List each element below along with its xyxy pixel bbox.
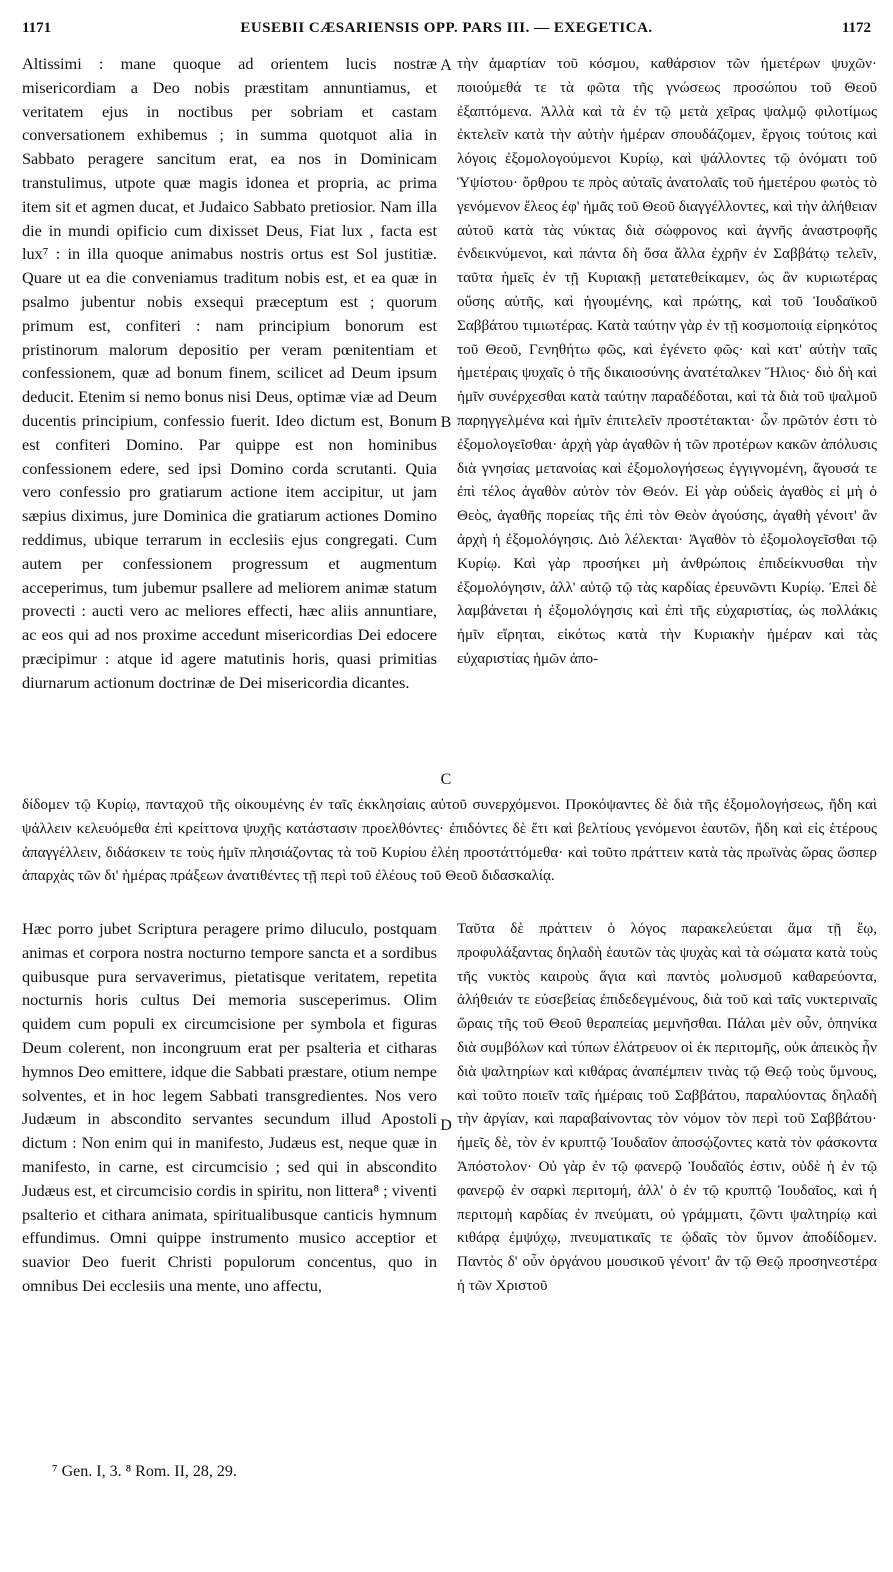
running-title: EUSEBII CÆSARIENSIS OPP. PARS III. — EXEGETICA. — [240, 20, 653, 36]
latin-column-upper: Altissimi : mane quoque ad orientem lucis nostræ misericordiam a Deo nobis præstitam annuntiamus, et veritatem ejus in noctibus per sobriam et castam conversationem exhibemus ; in summa quotquot alia in Sabbato peragere sancitum erat, ea nos in Dominicam transtulimus, utpote quæ magis idonea et propria, ac prima item sit et agmen ducat, et Judaico Sabbato pretiosior. Nam illa die in mundi opificio cum dixisset Deus, Fiat lux , facta est lux⁷ : in illa quoque animabus nostris ortus est Sol justitiæ. Quare ut ea die conveniamus traditum nobis est, et ea quæ in psalmo jubentur nobis exsequi præceptum est ; quorum primum est, confiteri : nam principium bonorum est pristinorum malorum depositio per veram pœnitentiam et confessionem, quæ ad bonum finem, scilicet ad Deum ipsum deducit. Etenim si nemo bonus nisi Deus, optimæ viæ ad Deum ducentis principium, confessio fuerit. Ideo dictum est, Bonum est confiteri Domino. Par quippe est non hominibus confessionem edere, sed ipsi Domino corda scrutanti. Quia vero confessio pro gratiarum actione item accipitur, ut jam sæpius diximus, jure Dominica die gratiarum actiones Domino reddimus, ubique terrarum in ecclesiis ejus congregati. Cum autem per confessionem progressum et augmentum acceperimus, tum jubemur psallere ad meliorem animæ statum provecti : aucti vero ac meliores effecti, hæc aliis annuntiare, ac eos qui ad nos proxime accedunt misericordias Dei edocere præcipimur : atque id agere matutinis horis, quasi primitias diurnarum actionum doctrinæ de Dei misericordia dicantes. — [22, 54, 437, 692]
margin-letter-d: D — [440, 1117, 452, 1134]
page-number-left: 1171 — [22, 20, 52, 36]
greek-full-width-paragraph: δίδομεν τῷ Κυρίῳ, πανταχοῦ τῆς οἰκουμένης ἐν ταῖς ἐκκλησίαις αὐτοῦ συνερχόμενοι. Προκόψαντες δὲ διὰ τῆς ἐξομολογήσεως, ἤδη καὶ ψάλλειν κελευόμεθα ἐπὶ κρείττονα ψυχῆς κατάστασιν προελθόντες· ἐπιδόντες δὲ ἔτι καὶ βελτίους γενόμενοι ἑαυτῶν, ἤδη καὶ εἰς ἑτέρους ἀπαγγέλλειν, διδάσκειν τε τοὺς ἡμῖν πλησιάζοντας τὰ τοῦ Κυρίου ἐλέη προστάττόμεθα· καὶ τοῦτο πράττειν κατὰ τὰς πρωϊνὰς ὥρας ὥσπερ ἀπαρχὰς τῶν δι' ἡμέρας πράξεων ἀνατιθέντες τῇ περὶ τοῦ ἐλέους τοῦ Θεοῦ διδασκαλίᾳ. — [22, 796, 877, 885]
margin-letter-a: A — [440, 57, 452, 74]
page-number-right: 1172 — [841, 20, 871, 36]
margin-letter-b: B — [440, 414, 452, 431]
margin-letter-c: C — [440, 771, 452, 788]
footnotes: ⁷ Gen. I, 3. ⁸ Rom. II, 28, 29. — [52, 1463, 237, 1480]
greek-column-lower: Ταῦτα δὲ πράττειν ὁ λόγος παρακελεύεται ἅμα τῇ ἕῳ, προφυλάξαντας δηλαδὴ ἑαυτῶν τὰς ψυχὰς καὶ τὰ σώματα κατὰ τοὺς τῆς νυκτὸς καιροὺς ἅγια καὶ παντὸς μολυσμοῦ καθαρεύοντα, ἀλήθειάν τε εὐσεβείας ἐπιδεδεγμένους, διὰ τοῦ καὶ ταῖς νυκτεριναῖς ὥραις τῆς τοῦ Θεοῦ θεραπείας μεμνῆσθαι. Πάλαι μὲν οὖν, ὁπηνίκα διὰ συμβόλων καὶ τύπων ἐλάτρευον οἱ ἐκ περιτομῆς, οὐκ ἀπεικὸς ἦν διὰ ψαλτηρίων καὶ κιθάρας ἀναπέμπειν τινὰς τῷ Θεῷ τοὺς ὕμνους, καὶ τοῦτο ποιεῖν ταῖς ἡμέραις τοῦ Σαββάτου, παραλύοντας δηλαδὴ τὴν ἀργίαν, καὶ παραβαίνοντας τὸν νόμον τὸν περὶ τοῦ Σαββάτου· ἡμεῖς δὲ, τὸν ἐν κρυπτῷ Ἰουδαῖον ἀποσῴζοντες κατὰ τὸν φάσκοντα Ἀπόστολον· Οὐ γὰρ ἐν τῷ φανερῷ Ἰουδαῖός ἐστιν, οὐδὲ ἡ ἐν τῷ φανερῷ ἐν σαρκὶ περιτομή, ἀλλ' ὁ ἐν τῷ κρυπτῷ Ἰουδαῖος, καὶ ἡ περιτομὴ καρδίας ἐν πνεύματι, οὐ γράμματι, ζῶντι ψαλτηρίῳ καὶ κιθάρᾳ ἐμψύχῳ, πνευματικαῖς τε ᾠδαῖς τὸν ὕμνον ἀποδίδομεν. Παντὸς δ' οὖν ὀργάνου μουσικοῦ γένοιτ' ἂν τῷ Θεῷ προσηνεστέρα ἡ τῶν Χριστοῦ — [457, 920, 877, 1294]
latin-column-lower: Hæc porro jubet Scriptura peragere primo diluculo, postquam animas et corpora nostra nocturno tempore sancta et a sordibus quibusque pura servaverimus, pietatisque veritatem, repetita nocturnis horis cultus Dei memoria susceperimus. Olim quidem cum populi ex circumcisione per symbola et figuras Deum colerent, non incongruum erat per psalteria et citharas hymnos Deo emittere, idque die Sabbati præstare, otium nempe solventes, et in hoc legem Sabbati transgredientes. Nos vero Judæum in abscondito servantes secundum illud Apostoli dictum : Non enim qui in manifesto, Judæus est, neque quæ in manifesto, in carne, est circumcisio ; sed qui in abscondito Judæus est, et circumcisio cordis in spiritu, non littera⁸ ; viventi psalterio et cithara animata, spiritualibusque canticis hymnum effundimus. Omni quippe instrumento musico acceptior et suavior Deo fuerit Christi populorum concentus, quo in omnibus Dei ecclesiis una mente, uno affectu, — [22, 919, 437, 1295]
greek-column-upper: τὴν ἁμαρτίαν τοῦ κόσμου, καθάρσιον τῶν ἡμετέρων ψυχῶν· ποιούμεθά τε τὰ φῶτα τῆς γνώσεως προσώπου τοῦ Θεοῦ ἐξαπτόμενα. Ἀλλὰ καὶ τὰ ἐν τῷ μετὰ χεῖρας ψαλμῷ φιλοτίμως ἐκτελεῖν κατὰ τὴν αὐτὴν ἡμέραν σπουδάζομεν, ἔργοις τούτοις καὶ λόγοις ἐξομολογούμενοι Κυρίῳ, καὶ ψάλλοντες τῷ ὀνόματι τοῦ Ὑψίστου· ὄρθρου τε πρὸς αὐταῖς ἀνατολαῖς τοῦ ἡμετέρου φωτὸς τὸ γενόμενον ἔλεος ἐφ' ἡμᾶς τοῦ Θεοῦ διαγγέλλοντες, καὶ τὴν ἀλήθειαν αὐτοῦ κατὰ τὰς νύκτας διὰ σώφρονος καὶ ἁγνῆς ἀναστροφῆς ἐνδεικνύμενοι, καὶ πάντα δὴ ὅσα ἄλλα ἐχρῆν ἐν Σαββάτῳ τελεῖν, ταῦτα ἡμεῖς ἐν τῇ Κυριακῇ μετατεθείκαμεν, ὡς ἂν κυριωτέρας οὔσης αὐτῆς, καὶ ἡγουμένης, καὶ πρώτης, καὶ τοῦ Ἰουδαϊκοῦ Σαββάτου τιμιωτέρας. Κατὰ ταύτην γὰρ ἐν τῇ κοσμοποιίᾳ εἰρηκότος τοῦ Θεοῦ, Γενηθήτω φῶς, καὶ ἐγένετο φῶς· καὶ κατ' αὐτὴν ταῖς ἡμετέραις ψυχαῖς ὁ τῆς δικαιοσύνης ἀνατέταλκεν Ἥλιος· διὸ δὴ καὶ ἡμῖν συνέρχεσθαι κατὰ ταύτην παραδέδοται, καὶ τὰ διὰ τοῦ ψαλμοῦ παρηγγελμένα καὶ ἡμῖν ἐπιτελεῖν προστέτακται· ὧν πρῶτόν ἐστι τὸ ἐξομολογεῖσθαι· ἀρχὴ γὰρ ἀγαθῶν ἡ τῶν προτέρων κακῶν ἀπόλυσις διὰ γνησίας μετανοίας καὶ ἐξομολογήσεως ἐγγιγνομένη, ἄγουσά τε ἐπὶ τέλος ἀγαθὸν αὐτὸν τὸν Θεόν. Εἰ γὰρ οὐδεὶς ἀγαθὸς εἰ μὴ ὁ Θεὸς, ἀγαθῆς πορείας τῆς ἐπὶ τὸν Θεὸν ἀγούσης, ἀγαθὴ γένοιτ' ἂν ἀρχὴ ἡ ἐξομολόγησις. Διὸ λέλεκται· Ἀγαθὸν τὸ ἐξομολογεῖσθαι τῷ Κυρίῳ. Καὶ γὰρ προσήκει μὴ ἀνθρώποις ἐπιδείκνυσθαι τὴν ἐξομολόγησιν, ἀλλ' αὐτῷ τῷ τὰς καρδίας ἐρευνῶντι Κυρίῳ. Ἐπεὶ δὲ λαμβάνεται ἡ ἐξομολόγησις καὶ ἐπὶ τῆς εὐχαριστίας, ὡς πολλάκις ἡμῖν εἴρηται, εἰκότως κατὰ τὴν Κυριακὴν ἡμέραν καὶ τὰς εὐχαριστίας ἡμῶν ἀπο- — [457, 55, 877, 667]
